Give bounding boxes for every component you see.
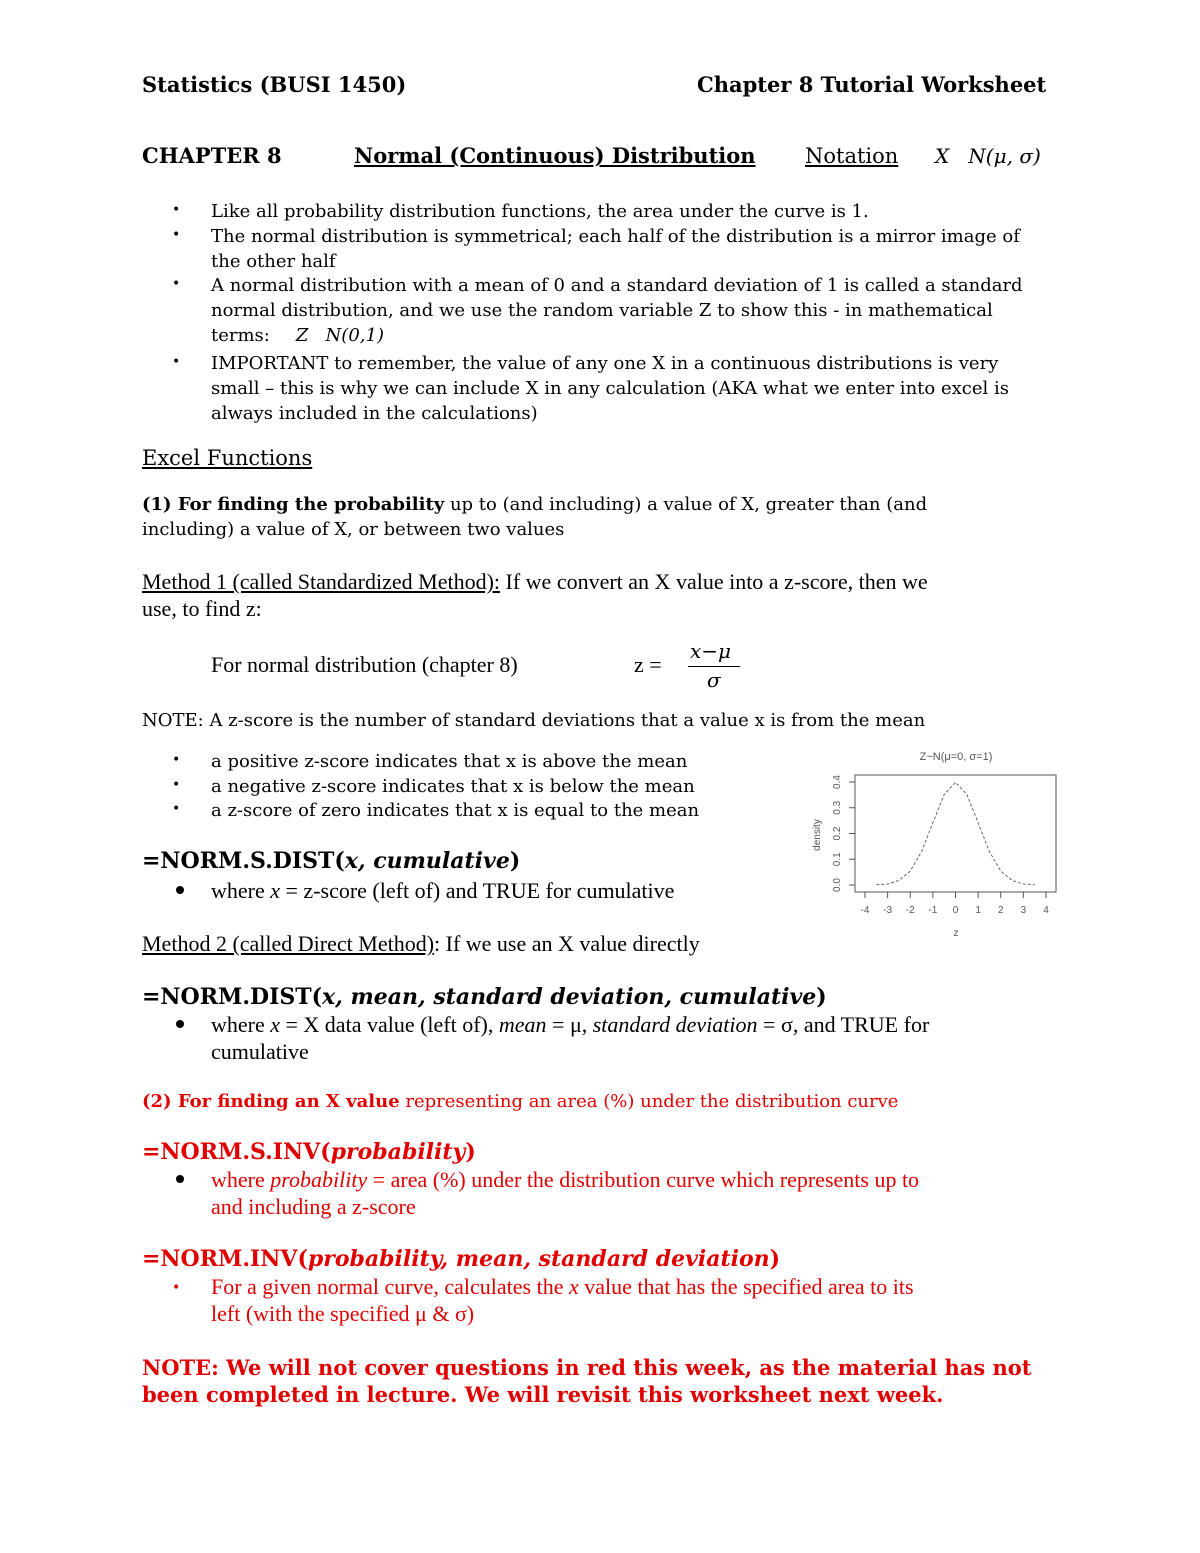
note-zscore	[142, 708, 925, 733]
note-label: NOTE:	[142, 710, 204, 731]
bullet-text-line2: and including a z-score	[211, 1194, 416, 1219]
zscore-bullet: a z-score of zero indicates that x is equal to the mean	[211, 800, 700, 821]
density-curve	[876, 782, 1034, 884]
bullet-var: mean	[498, 1012, 547, 1037]
final-note-line1: NOTE: We will not cover questions in red this week, as the material has not	[142, 1355, 1032, 1380]
function-prefix: =NORM.INV(	[142, 1246, 308, 1272]
header-course: Statistics (BUSI 1450)	[142, 72, 407, 97]
y-tick-label: 0.4	[832, 775, 843, 789]
standard-normal-chart	[780, 740, 1080, 950]
intro-bullet-line: normal distribution, and we use the random variable Z to show this - in mathematical	[211, 300, 993, 321]
method2-description	[142, 930, 700, 957]
header-worksheet: Chapter 8 Tutorial Worksheet	[697, 72, 1047, 97]
final-note	[142, 1354, 1032, 1408]
x-tick-label: 2	[997, 905, 1004, 916]
formula-denominator: σ	[707, 668, 721, 692]
part2-bold: (2) For finding an X value	[142, 1091, 400, 1112]
bullet-text: where	[211, 878, 271, 903]
x-axis	[861, 892, 1050, 916]
bullet-icon: •	[172, 801, 181, 817]
y-tick-label: 0.1	[832, 852, 843, 867]
method1-description	[142, 568, 928, 622]
part1-description	[142, 492, 927, 542]
norm-inv-bullet	[211, 1273, 914, 1327]
final-note-line2: been completed in lecture. We will revisit this worksheet next week.	[142, 1382, 944, 1407]
bullet-icon	[176, 886, 184, 894]
method2-label: Method 2 (called Direct Method)	[142, 931, 435, 956]
intro-bullet	[211, 224, 1020, 274]
method2-text: : If we use an X value directly	[434, 931, 700, 956]
intro-bullet-line: Like all probability distribution functions, the area under the curve is 1.	[211, 201, 869, 222]
intro-bullet-line: always included in the calculations)	[211, 403, 538, 424]
x-tick-label: -2	[905, 905, 915, 916]
method1-text: If we convert an X value into a z-score, then we	[500, 569, 928, 594]
intro-bullet	[211, 199, 869, 224]
bullet-icon: •	[172, 227, 181, 243]
function-args: x, mean, standard deviation, cumulative	[322, 984, 817, 1010]
chart-title: Z~N(μ=0, σ=1)	[919, 751, 993, 763]
bullet-icon: •	[172, 752, 181, 768]
fraction-bar	[688, 666, 740, 667]
bullet-text-line2: cumulative	[211, 1039, 309, 1064]
y-tick-label: 0.0	[832, 878, 843, 892]
function-suffix: )	[769, 1246, 781, 1272]
function-prefix: =NORM.S.DIST(	[142, 848, 345, 874]
bullet-icon: •	[172, 276, 181, 292]
method1-label: Method 1 (called Standardized Method):	[142, 569, 501, 594]
part2-description	[142, 1089, 898, 1114]
norm-s-dist-bullet	[211, 877, 674, 904]
bullet-text: = X data value (left of),	[280, 1012, 499, 1037]
notation-label: Notation	[805, 144, 899, 168]
norm-s-inv-bullet	[211, 1166, 919, 1220]
bullet-var: probability	[270, 1167, 368, 1192]
intro-bullet-line: A normal distribution with a mean of 0 and a standard deviation of 1 is called a standard	[211, 275, 1023, 296]
norm-s-inv-function	[142, 1139, 476, 1165]
intro-bullet-line: the other half	[211, 251, 336, 272]
function-args: x, cumulative	[344, 848, 510, 874]
bullet-text: = area (%) under the distribution curve which represents up to	[367, 1167, 920, 1192]
x-tick-label: -3	[883, 905, 893, 916]
bullet-text: where	[211, 1167, 271, 1192]
function-suffix: )	[509, 848, 521, 874]
bullet-text: For a given normal curve, calculates the	[211, 1274, 569, 1299]
chapter-label: CHAPTER 8	[142, 143, 282, 168]
intro-bullet-line: small – this is why we can include X in any calculation (AKA what we enter into excel is	[211, 378, 1009, 399]
bullet-icon: •	[172, 777, 181, 793]
norm-inv-function	[142, 1246, 780, 1272]
excel-functions-heading: Excel Functions	[142, 446, 313, 470]
formula-label: For normal distribution (chapter 8)	[211, 652, 518, 677]
function-args: probability	[330, 1139, 466, 1165]
x-tick-label: 4	[1043, 905, 1049, 916]
notation-expression: X N(μ, σ)	[935, 144, 1041, 168]
part1-text: up to (and including) a value of X, greater than (and	[444, 494, 928, 515]
bullet-var: x	[270, 878, 281, 903]
intro-bullet-line: terms:	[211, 325, 270, 346]
intro-bullet	[211, 273, 1023, 348]
norm-dist-function	[142, 984, 827, 1010]
bullet-text: value that has the specified area to its	[578, 1274, 914, 1299]
x-tick-label: 3	[1020, 905, 1027, 916]
bullet-text: = z-score (left of) and TRUE for cumulative	[280, 878, 675, 903]
norm-s-dist-function	[142, 848, 520, 874]
x-tick-label: 0	[952, 905, 959, 916]
chart-plot-frame	[855, 775, 1056, 892]
x-tick-label: -4	[860, 905, 870, 916]
bullet-icon	[176, 1020, 184, 1028]
function-suffix: )	[816, 984, 827, 1010]
chapter-title: Normal (Continuous) Distribution	[354, 143, 756, 168]
bullet-icon	[176, 1175, 184, 1183]
y-axis-label: density	[812, 819, 823, 851]
bullet-text: = σ, and TRUE for	[757, 1012, 930, 1037]
intro-bullet-line: The normal distribution is symmetrical; each half of the distribution is a mirror image of	[211, 226, 1020, 247]
bullet-text-line2: left (with the specified μ & σ)	[211, 1301, 475, 1326]
bullet-var: x	[568, 1274, 579, 1299]
note-text: A z-score is the number of standard deviations that a value x is from the mean	[203, 710, 926, 731]
intro-bullet	[211, 351, 1009, 426]
bullet-var: x	[270, 1012, 281, 1037]
intro-bullet-line: IMPORTANT to remember, the value of any one X in a continuous distributions is very	[211, 353, 999, 374]
function-prefix: =NORM.S.INV(	[142, 1139, 331, 1165]
formula-numerator: x−μ	[690, 639, 732, 663]
x-tick-label: -1	[928, 905, 938, 916]
part1-text-line2: including) a value of X, or between two values	[142, 519, 565, 540]
method1-text-line2: use, to find z:	[142, 596, 262, 621]
norm-dist-bullet	[211, 1011, 929, 1065]
part2-text: representing an area (%) under the distribution curve	[399, 1091, 899, 1112]
bullet-var: standard deviation	[592, 1012, 758, 1037]
y-axis	[832, 775, 855, 892]
function-args: probability, mean, standard deviation	[307, 1246, 770, 1272]
zscore-bullet: a positive z-score indicates that x is above the mean	[211, 751, 688, 772]
bullet-text: = μ,	[546, 1012, 593, 1037]
bullet-icon: •	[172, 202, 181, 218]
part1-bold: (1) For finding the probability	[142, 494, 445, 515]
function-prefix: =NORM.DIST(	[142, 984, 323, 1010]
bullet-icon: •	[172, 354, 181, 370]
formula-z: z =	[634, 652, 662, 677]
bullet-icon: •	[172, 1280, 181, 1296]
bullet-text: where	[211, 1012, 271, 1037]
x-tick-label: 1	[975, 905, 981, 916]
x-axis-label: z	[953, 928, 959, 939]
standard-normal-notation: Z N(0,1)	[295, 325, 384, 346]
function-suffix: )	[465, 1139, 476, 1165]
y-tick-label: 0.3	[832, 800, 843, 815]
zscore-bullet: a negative z-score indicates that x is below the mean	[211, 776, 695, 797]
y-tick-label: 0.2	[832, 826, 843, 841]
